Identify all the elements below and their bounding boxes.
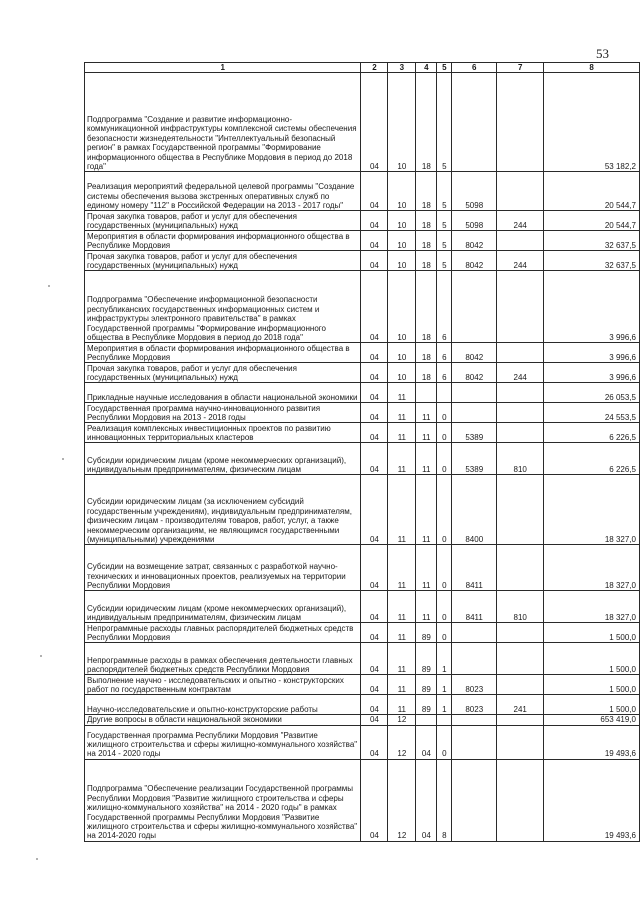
column-header: 8 — [544, 63, 640, 73]
row-name-cell: Мероприятия в области формирования информационного общества в Республике Мордовия — [85, 343, 361, 363]
code-cell: 04 — [361, 443, 388, 475]
code-cell: 04 — [361, 231, 388, 251]
code-cell: 10 — [388, 363, 416, 383]
code-cell: 04 — [416, 725, 437, 759]
row-name-cell: Мероприятия в области формирования информационного общества в Республике Мордовия — [85, 231, 361, 251]
code-cell: 11 — [416, 443, 437, 475]
scan-mark — [40, 655, 42, 657]
table-row — [85, 271, 640, 343]
row-name-cell: Подпрограмма "Обеспечение реализации Государственной программы Республики Мордовия "Развитие жилищного строительства и сферы жилищно-коммунального хозяйства" на 2014 - 2020 годы" в рамках Государственной программы Республики Мордовия "Развитие жилищного строительства и сферы жилищно-коммунального хозяйства" на 2014-2020 годы — [85, 759, 361, 841]
code-cell: 8042 — [452, 343, 497, 363]
table-row — [85, 403, 640, 423]
code-cell: 8042 — [452, 363, 497, 383]
page-number: 53 — [596, 46, 609, 61]
row-name-cell: Научно-исследовательские и опытно-конструкторские работы — [85, 695, 361, 715]
code-cell: 1 — [437, 675, 452, 695]
code-cell — [452, 759, 497, 841]
table-row — [85, 343, 640, 363]
code-cell — [497, 715, 544, 725]
amount-cell: 19 493,6 — [544, 759, 640, 841]
row-name-cell: Субсидии юридическим лицам (кроме некоммерческих организаций), индивидуальным предпринимателям, физическим лицам — [85, 443, 361, 475]
code-cell: 6 — [437, 271, 452, 343]
amount-cell: 19 493,6 — [544, 725, 640, 759]
code-cell — [497, 403, 544, 423]
code-cell: 5 — [437, 251, 452, 271]
code-cell: 04 — [361, 715, 388, 725]
amount-cell: 26 053,5 — [544, 383, 640, 403]
code-cell: 6 — [437, 363, 452, 383]
row-name-cell: Субсидии юридическим лицам (за исключением субсидий государственным учреждениям), индивидуальным предпринимателям, физическим лицам - производителям товаров, работ, услуг, а также некоммерческим организациям, не являющимся государственными (муниципальными) учреждениями — [85, 475, 361, 545]
code-cell: 0 — [437, 403, 452, 423]
code-cell: 11 — [388, 545, 416, 591]
table-row — [85, 475, 640, 545]
code-cell — [497, 231, 544, 251]
code-cell: 10 — [388, 251, 416, 271]
code-cell — [497, 623, 544, 643]
row-name-cell: Прочая закупка товаров, работ и услуг для обеспечения государственных (муниципальных) нужд — [85, 363, 361, 383]
row-name-cell: Другие вопросы в области национальной экономики — [85, 715, 361, 725]
code-cell: 12 — [388, 715, 416, 725]
row-name-cell: Субсидии юридическим лицам (кроме некоммерческих организаций), индивидуальным предпринимателям, физическим лицам — [85, 591, 361, 623]
code-cell: 11 — [388, 695, 416, 715]
code-cell: 244 — [497, 363, 544, 383]
amount-cell: 6 226,5 — [544, 423, 640, 443]
amount-cell: 3 996,6 — [544, 363, 640, 383]
code-cell: 18 — [416, 211, 437, 231]
code-cell: 04 — [361, 695, 388, 715]
column-header: 5 — [437, 63, 452, 73]
table-row — [85, 695, 640, 715]
code-cell: 1 — [437, 643, 452, 675]
code-cell: 11 — [388, 383, 416, 403]
code-cell: 10 — [388, 343, 416, 363]
code-cell — [497, 73, 544, 172]
row-name-cell: Прочая закупка товаров, работ и услуг для обеспечения государственных (муниципальных) нужд — [85, 251, 361, 271]
table-row — [85, 423, 640, 443]
code-cell: 810 — [497, 443, 544, 475]
row-name-cell: Непрограммные расходы в рамках обеспечения деятельности главных распорядителей бюджетных средств Республики Мордовия — [85, 643, 361, 675]
amount-cell: 1 500,0 — [544, 675, 640, 695]
code-cell — [497, 545, 544, 591]
code-cell — [497, 343, 544, 363]
code-cell: 04 — [361, 675, 388, 695]
amount-cell: 1 500,0 — [544, 695, 640, 715]
amount-cell: 1 500,0 — [544, 643, 640, 675]
row-name-cell: Субсидии на возмещение затрат, связанных с разработкой научно-технических и инновационных проектов, реализуемых на территории Республики Мордовия — [85, 545, 361, 591]
column-number-row — [85, 63, 640, 73]
code-cell: 5 — [437, 231, 452, 251]
table-row — [85, 231, 640, 251]
code-cell — [497, 643, 544, 675]
code-cell: 244 — [497, 251, 544, 271]
code-cell: 5 — [437, 172, 452, 211]
code-cell: 8023 — [452, 695, 497, 715]
row-name-cell: Подпрограмма "Создание и развитие информационно-коммуникационной инфраструктуры комплексной системы обеспечения безопасности жизнедеятельности "Интеллектуальный безопасный регион" в рамках Государственной программы "Формирование информационного общества в Республике Мордовия в период до 2018 года" — [85, 73, 361, 172]
code-cell: 11 — [416, 403, 437, 423]
code-cell: 18 — [416, 363, 437, 383]
code-cell: 11 — [388, 475, 416, 545]
code-cell: 12 — [388, 759, 416, 841]
code-cell: 5 — [437, 211, 452, 231]
table-row — [85, 73, 640, 172]
row-name-cell: Государственная программа Республики Мордовия "Развитие жилищного строительства и сферы жилищно-коммунального хозяйства" на 2014 - 2020 годы — [85, 725, 361, 759]
column-header: 2 — [361, 63, 388, 73]
code-cell — [452, 623, 497, 643]
code-cell: 04 — [361, 423, 388, 443]
code-cell: 6 — [437, 343, 452, 363]
code-cell: 18 — [416, 271, 437, 343]
table-row — [85, 211, 640, 231]
row-name-cell: Прочая закупка товаров, работ и услуг для обеспечения государственных (муниципальных) нужд — [85, 211, 361, 231]
code-cell: 18 — [416, 172, 437, 211]
code-cell: 5389 — [452, 423, 497, 443]
code-cell: 10 — [388, 73, 416, 172]
amount-cell: 18 327,0 — [544, 591, 640, 623]
scan-mark — [48, 285, 50, 287]
code-cell: 0 — [437, 443, 452, 475]
code-cell: 11 — [416, 545, 437, 591]
code-cell: 1 — [437, 695, 452, 715]
row-name-cell: Государственная программа научно-инновационного развития Республики Мордовия на 2013 - 2018 годы — [85, 403, 361, 423]
row-name-cell: Подпрограмма "Обеспечение информационной безопасности республиканских государственных информационных систем и инфраструктуры электронного правительства" в рамках Государственной программы "Формирование информационного общества в Республике Мордовия в период до 2018 года" — [85, 271, 361, 343]
code-cell: 11 — [388, 623, 416, 643]
code-cell: 8042 — [452, 231, 497, 251]
row-name-cell: Непрограммные расходы главных распорядителей бюджетных средств Республики Мордовия — [85, 623, 361, 643]
code-cell: 8400 — [452, 475, 497, 545]
table-row — [85, 443, 640, 475]
row-name-cell: Прикладные научные исследования в области национальной экономики — [85, 383, 361, 403]
code-cell: 12 — [388, 725, 416, 759]
code-cell: 10 — [388, 231, 416, 251]
column-header: 3 — [388, 63, 416, 73]
code-cell: 89 — [416, 695, 437, 715]
budget-table — [84, 62, 640, 842]
code-cell: 04 — [416, 759, 437, 841]
code-cell: 18 — [416, 231, 437, 251]
amount-cell: 32 637,5 — [544, 231, 640, 251]
code-cell — [416, 715, 437, 725]
amount-cell: 3 996,6 — [544, 343, 640, 363]
code-cell: 04 — [361, 591, 388, 623]
amount-cell: 653 419,0 — [544, 715, 640, 725]
code-cell: 18 — [416, 343, 437, 363]
table-row — [85, 383, 640, 403]
code-cell: 11 — [388, 403, 416, 423]
code-cell: 04 — [361, 475, 388, 545]
code-cell: 11 — [388, 591, 416, 623]
code-cell: 8 — [437, 759, 452, 841]
code-cell: 0 — [437, 623, 452, 643]
code-cell: 04 — [361, 725, 388, 759]
code-cell: 0 — [437, 545, 452, 591]
code-cell: 5098 — [452, 172, 497, 211]
code-cell: 244 — [497, 211, 544, 231]
code-cell — [497, 423, 544, 443]
code-cell — [452, 643, 497, 675]
code-cell: 04 — [361, 383, 388, 403]
code-cell: 04 — [361, 343, 388, 363]
code-cell: 11 — [388, 443, 416, 475]
code-cell: 89 — [416, 623, 437, 643]
code-cell: 04 — [361, 271, 388, 343]
column-header: 4 — [416, 63, 437, 73]
code-cell: 11 — [416, 475, 437, 545]
code-cell: 0 — [437, 725, 452, 759]
code-cell — [497, 172, 544, 211]
code-cell: 04 — [361, 545, 388, 591]
code-cell: 5 — [437, 73, 452, 172]
code-cell — [497, 675, 544, 695]
code-cell: 04 — [361, 251, 388, 271]
code-cell — [437, 715, 452, 725]
amount-cell: 32 637,5 — [544, 251, 640, 271]
code-cell: 04 — [361, 643, 388, 675]
code-cell: 04 — [361, 403, 388, 423]
code-cell: 04 — [361, 73, 388, 172]
row-name-cell: Реализация комплексных инвестиционных проектов по развитию инновационных территориальных кластеров — [85, 423, 361, 443]
column-header: 7 — [497, 63, 544, 73]
code-cell: 04 — [361, 759, 388, 841]
code-cell: 18 — [416, 251, 437, 271]
table-row — [85, 725, 640, 759]
row-name-cell: Выполнение научно - исследовательских и опытно - конструкторских работ по государственным контрактам — [85, 675, 361, 695]
amount-cell: 1 500,0 — [544, 623, 640, 643]
code-cell — [452, 403, 497, 423]
amount-cell: 3 996,6 — [544, 271, 640, 343]
code-cell — [497, 383, 544, 403]
amount-cell: 24 553,5 — [544, 403, 640, 423]
table-row — [85, 643, 640, 675]
code-cell — [416, 383, 437, 403]
amount-cell: 18 327,0 — [544, 475, 640, 545]
code-cell — [452, 383, 497, 403]
code-cell: 10 — [388, 172, 416, 211]
column-header: 1 — [85, 63, 361, 73]
code-cell: 10 — [388, 211, 416, 231]
table-row — [85, 251, 640, 271]
code-cell: 8411 — [452, 591, 497, 623]
amount-cell: 20 544,7 — [544, 211, 640, 231]
code-cell: 18 — [416, 73, 437, 172]
code-cell: 8411 — [452, 545, 497, 591]
code-cell: 11 — [416, 423, 437, 443]
scan-mark — [62, 458, 64, 460]
code-cell: 04 — [361, 211, 388, 231]
code-cell: 11 — [416, 591, 437, 623]
code-cell: 5098 — [452, 211, 497, 231]
table-row — [85, 715, 640, 725]
code-cell: 04 — [361, 172, 388, 211]
code-cell — [452, 73, 497, 172]
amount-cell: 18 327,0 — [544, 545, 640, 591]
code-cell: 810 — [497, 591, 544, 623]
code-cell: 11 — [388, 643, 416, 675]
scan-mark — [36, 858, 38, 860]
table-row — [85, 759, 640, 841]
table-row — [85, 172, 640, 211]
code-cell — [497, 475, 544, 545]
code-cell: 8042 — [452, 251, 497, 271]
code-cell: 11 — [388, 675, 416, 695]
code-cell — [452, 715, 497, 725]
code-cell — [452, 271, 497, 343]
code-cell — [497, 759, 544, 841]
code-cell: 04 — [361, 623, 388, 643]
code-cell: 89 — [416, 675, 437, 695]
code-cell: 5389 — [452, 443, 497, 475]
amount-cell: 53 182,2 — [544, 73, 640, 172]
amount-cell: 20 544,7 — [544, 172, 640, 211]
table-row — [85, 591, 640, 623]
code-cell: 11 — [388, 423, 416, 443]
code-cell — [452, 725, 497, 759]
code-cell — [497, 271, 544, 343]
code-cell: 8023 — [452, 675, 497, 695]
code-cell — [497, 725, 544, 759]
code-cell: 0 — [437, 591, 452, 623]
column-header: 6 — [452, 63, 497, 73]
code-cell: 0 — [437, 475, 452, 545]
table-row — [85, 545, 640, 591]
amount-cell: 6 226,5 — [544, 443, 640, 475]
row-name-cell: Реализация мероприятий федеральной целевой программы "Создание системы обеспечения вызова экстренных оперативных служб по единому номеру "112" в Российской Федерации на 2013 - 2017 годы" — [85, 172, 361, 211]
code-cell: 0 — [437, 423, 452, 443]
code-cell: 04 — [361, 363, 388, 383]
code-cell — [437, 383, 452, 403]
code-cell: 241 — [497, 695, 544, 715]
table-row — [85, 623, 640, 643]
table-row — [85, 675, 640, 695]
code-cell: 10 — [388, 271, 416, 343]
code-cell: 89 — [416, 643, 437, 675]
table-row — [85, 363, 640, 383]
